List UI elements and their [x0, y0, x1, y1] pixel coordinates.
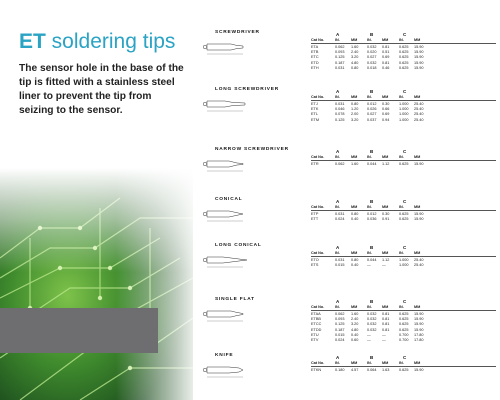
dimension-value: 0.062 [335, 162, 345, 166]
catalog-number: ETC [311, 55, 319, 60]
dimension-value: 0.036 [367, 217, 377, 222]
dimension-value: 0.032 [367, 327, 377, 332]
column-header: MM [414, 38, 421, 42]
header-divider [311, 310, 496, 311]
dimension-value: 3.20 [351, 322, 359, 327]
dimension-value: 1.000 [399, 107, 409, 112]
column-header: MM [351, 205, 358, 209]
dimension-value: 0.187 [335, 60, 345, 65]
column-header: IN. [399, 95, 404, 99]
page-title [19, 30, 175, 54]
catalog-number: ETL [311, 112, 318, 117]
dimension-letter: B [370, 355, 374, 360]
dimension-value: 15.90 [414, 55, 424, 60]
title-bold: ET [19, 30, 46, 53]
dimension-value: 0.40 [351, 217, 359, 222]
column-header: IN. [335, 251, 340, 255]
column-header: IN. [367, 95, 372, 99]
dimension-letter: A [336, 299, 340, 304]
dimension-value: 0.024 [335, 217, 345, 222]
catalog-number: ETK [311, 107, 319, 112]
column-header: IN. [335, 95, 340, 99]
dimension-value: 0.031 [335, 258, 345, 262]
dimension-value: 0.625 [399, 55, 409, 60]
tip-drawing-icon [203, 208, 253, 224]
dimension-value: — [367, 332, 371, 337]
dimension-value: 0.40 [351, 263, 359, 268]
dimension-letter: B [370, 199, 374, 204]
dimension-value: — [367, 263, 371, 268]
header-divider [311, 366, 496, 367]
dimension-value: 15.90 [414, 50, 424, 55]
dimension-value: 0.46 [382, 65, 390, 70]
dimension-value: 0.012 [367, 212, 377, 216]
header-divider [311, 43, 496, 44]
dimension-value: 15.90 [414, 217, 424, 222]
section-title: SCREWDRIVER [215, 30, 260, 35]
tip-table [311, 102, 496, 123]
table-row [311, 368, 496, 373]
dimension-value: 1.000 [399, 102, 409, 106]
dimension-value: 0.024 [335, 337, 345, 342]
dimension-value: 2.40 [351, 317, 359, 322]
dimension-value: 1.000 [399, 117, 409, 122]
dimension-letter: C [403, 355, 407, 360]
dimension-value: — [367, 337, 371, 342]
column-header: IN. [399, 205, 404, 209]
dimension-value: 0.044 [367, 258, 377, 262]
column-header: Cat No. [311, 205, 325, 209]
dimension-value: 0.062 [335, 312, 345, 316]
dimension-value: 17.80 [414, 332, 424, 337]
column-header: IN. [367, 361, 372, 365]
dimension-value: 3.20 [351, 117, 359, 122]
dimension-value: 0.30 [382, 212, 390, 216]
dimension-value: 0.125 [335, 322, 345, 327]
section-title: KNIFE [215, 353, 234, 358]
dimension-value: 0.625 [399, 217, 409, 222]
dimension-value: 0.026 [367, 107, 377, 112]
catalog-number: ETD [311, 60, 319, 65]
dimension-letter: A [336, 149, 340, 154]
tip-drawing-icon [203, 364, 253, 380]
dimension-letter: B [370, 245, 374, 250]
dimension-value: 0.037 [367, 117, 377, 122]
dimension-value: 0.032 [367, 317, 377, 322]
dimension-letter: A [336, 355, 340, 360]
dimension-value: 15.90 [414, 327, 424, 332]
dimension-value: 0.018 [367, 65, 377, 70]
tip-table [311, 312, 496, 343]
dimension-value: 0.625 [399, 65, 409, 70]
dimension-value: 0.032 [367, 312, 377, 316]
dimension-letter: B [370, 299, 374, 304]
catalog-number: ETKN [311, 368, 322, 372]
title-rest: soldering tips [45, 30, 176, 53]
tip-catalog [193, 0, 500, 400]
dimension-letter: C [403, 199, 407, 204]
dimension-letter: B [370, 149, 374, 154]
column-header: IN. [335, 305, 340, 309]
catalog-number: ETJ [311, 102, 318, 106]
header-divider [311, 160, 496, 161]
column-header: Cat No. [311, 361, 325, 365]
dimension-value: 1.60 [351, 312, 359, 316]
dimension-value: 0.81 [382, 327, 390, 332]
catalog-number: ETCC [311, 322, 322, 327]
dimension-value: 0.80 [351, 212, 359, 216]
tip-table [311, 258, 496, 268]
dimension-value: 0.69 [382, 55, 390, 60]
dimension-value: 0.81 [382, 312, 390, 316]
tip-table [311, 368, 496, 373]
dimension-value: 0.30 [382, 102, 390, 106]
dimension-value: 2.40 [351, 50, 359, 55]
dimension-value: 0.093 [335, 50, 345, 55]
column-header: MM [382, 155, 389, 159]
dimension-letter: B [370, 89, 374, 94]
tip-drawing-icon [203, 254, 253, 270]
dimension-value: 0.027 [367, 55, 377, 60]
column-header: IN. [335, 361, 340, 365]
column-header: IN. [399, 361, 404, 365]
dimension-value: 0.80 [351, 102, 359, 106]
column-header: Cat No. [311, 38, 325, 42]
catalog-number: ETP [311, 212, 319, 216]
dimension-value: 0.062 [335, 45, 345, 49]
section-title: SINGLE FLAT [215, 297, 255, 302]
dimension-letter: C [403, 149, 407, 154]
dimension-value: 0.66 [382, 107, 390, 112]
dimension-value: 0.81 [382, 317, 390, 322]
dimension-value: 0.044 [367, 162, 377, 166]
dimension-value: — [382, 263, 386, 268]
dimension-letter: C [403, 245, 407, 250]
column-header: MM [414, 251, 421, 255]
dimension-value: 0.700 [399, 332, 409, 337]
dimension-value: 4.57 [351, 368, 359, 372]
column-header: MM [414, 361, 421, 365]
dimension-letter: A [336, 199, 340, 204]
dimension-value: 0.51 [382, 50, 390, 55]
header-divider [311, 210, 496, 211]
catalog-number: ETH [311, 65, 319, 70]
dimension-letter: A [336, 32, 340, 37]
dimension-value: 0.81 [382, 45, 390, 49]
column-header: MM [351, 305, 358, 309]
column-header: IN. [335, 38, 340, 42]
dimension-value: 0.40 [351, 332, 359, 337]
dimension-value: 25.40 [414, 107, 424, 112]
table-row [311, 162, 496, 167]
catalog-number: ETU [311, 332, 319, 337]
dimension-value: 0.81 [382, 322, 390, 327]
dimension-value: 0.032 [367, 322, 377, 327]
dimension-letter: C [403, 32, 407, 37]
column-header: MM [382, 95, 389, 99]
column-header: IN. [367, 155, 372, 159]
dimension-value: 1.12 [382, 162, 390, 166]
dimension-value: 15.90 [414, 312, 424, 316]
catalog-number: ETBB [311, 317, 321, 322]
tip-drawing-icon [203, 308, 253, 324]
dimension-value: 1.12 [382, 258, 390, 262]
dimension-value: 25.40 [414, 117, 424, 122]
dimension-value: 0.027 [367, 112, 377, 117]
column-header: Cat No. [311, 95, 325, 99]
dimension-letter: B [370, 32, 374, 37]
header-divider [311, 256, 496, 257]
section-title: CONICAL [215, 197, 243, 202]
column-header: IN. [399, 305, 404, 309]
dimension-value: 0.60 [351, 337, 359, 342]
dimension-value: 25.40 [414, 102, 424, 106]
dimension-value: 0.031 [335, 212, 345, 216]
dimension-value: 0.80 [351, 65, 359, 70]
column-header: MM [382, 251, 389, 255]
dimension-value: 1.60 [351, 162, 359, 166]
column-header: IN. [399, 251, 404, 255]
dimension-value: 0.180 [335, 368, 345, 372]
dimension-value: 0.81 [382, 60, 390, 65]
section-title: LONG SCREWDRIVER [215, 87, 279, 92]
dimension-value: 0.625 [399, 212, 409, 216]
dimension-value: 1.000 [399, 112, 409, 117]
section-title: NARROW SCREWDRIVER [215, 147, 289, 152]
dimension-letter: C [403, 89, 407, 94]
column-header: IN. [367, 205, 372, 209]
header-divider [311, 100, 496, 101]
dimension-value: 1.20 [351, 107, 359, 112]
dimension-value: 0.625 [399, 327, 409, 332]
dimension-value: 0.046 [335, 107, 345, 112]
dimension-value: 0.80 [351, 258, 359, 262]
catalog-number: ETO [311, 258, 319, 262]
dimension-value: 0.625 [399, 50, 409, 55]
column-header: MM [351, 95, 358, 99]
column-header: IN. [367, 38, 372, 42]
column-header: IN. [367, 251, 372, 255]
section-title: LONG CONICAL [215, 243, 262, 248]
dimension-value: 25.40 [414, 112, 424, 117]
dimension-value: — [382, 337, 386, 342]
dimension-value: 2.00 [351, 112, 359, 117]
column-header: MM [382, 305, 389, 309]
dimension-value: 15.90 [414, 322, 424, 327]
dimension-value: 4.80 [351, 327, 359, 332]
column-header: MM [351, 361, 358, 365]
dimension-value: 0.94 [382, 117, 390, 122]
dimension-value: 0.625 [399, 322, 409, 327]
catalog-number: ETR [311, 162, 319, 166]
column-header: MM [351, 251, 358, 255]
catalog-number: ETDD [311, 327, 322, 332]
catalog-number: ETAA [311, 312, 321, 316]
dimension-value: 0.625 [399, 368, 409, 372]
dimension-value: 0.625 [399, 162, 409, 166]
column-header: IN. [367, 305, 372, 309]
tip-table [311, 45, 496, 71]
circuit-board-image [0, 168, 193, 400]
table-row [311, 66, 496, 71]
table-row [311, 338, 496, 343]
dimension-value: 0.012 [367, 102, 377, 106]
column-header: MM [414, 95, 421, 99]
dimension-value: 15.90 [414, 65, 424, 70]
dimension-value: 0.015 [335, 263, 345, 268]
grey-banner [0, 308, 158, 353]
tip-table [311, 162, 496, 167]
dimension-value: 0.031 [335, 65, 345, 70]
column-header: MM [414, 305, 421, 309]
catalog-number: ETS [311, 263, 319, 268]
table-row [311, 263, 496, 268]
dimension-value: 0.031 [335, 102, 345, 106]
tip-drawing-icon [203, 98, 253, 114]
dimension-value: 0.032 [367, 60, 377, 65]
dimension-value: 15.90 [414, 45, 424, 49]
dimension-value: 0.91 [382, 217, 390, 222]
left-panel [0, 0, 193, 400]
column-header: MM [382, 361, 389, 365]
dimension-value: 0.700 [399, 337, 409, 342]
dimension-value: 0.125 [335, 117, 345, 122]
dimension-value: 15.90 [414, 60, 424, 65]
tip-table [311, 212, 496, 222]
dimension-letter: A [336, 89, 340, 94]
dimension-value: 3.20 [351, 55, 359, 60]
column-header: MM [351, 38, 358, 42]
dimension-value: 0.625 [399, 60, 409, 65]
dimension-value: 1.000 [399, 258, 409, 262]
dimension-value: 15.90 [414, 368, 424, 372]
dimension-value: 15.90 [414, 317, 424, 322]
table-row [311, 118, 496, 123]
dimension-value: 0.625 [399, 312, 409, 316]
tip-drawing-icon [203, 41, 253, 57]
column-header: IN. [399, 155, 404, 159]
dimension-value: 15.90 [414, 162, 424, 166]
dimension-value: 0.020 [367, 50, 377, 55]
table-row [311, 217, 496, 222]
column-header: IN. [399, 38, 404, 42]
dimension-value: 0.032 [367, 45, 377, 49]
dimension-value: 0.69 [382, 112, 390, 117]
dimension-value: — [382, 332, 386, 337]
column-header: IN. [335, 155, 340, 159]
catalog-number: ETA [311, 45, 319, 49]
dimension-value: 17.80 [414, 337, 424, 342]
column-header: Cat No. [311, 251, 325, 255]
dimension-value: 0.187 [335, 327, 345, 332]
dimension-value: 0.125 [335, 55, 345, 60]
dimension-value: 0.015 [335, 332, 345, 337]
tip-drawing-icon [203, 158, 253, 174]
dimension-value: 0.064 [367, 368, 377, 372]
dimension-value: 0.078 [335, 112, 345, 117]
dimension-value: 4.80 [351, 60, 359, 65]
column-header: MM [382, 38, 389, 42]
dimension-value: 25.40 [414, 263, 424, 268]
dimension-letter: A [336, 245, 340, 250]
column-header: MM [351, 155, 358, 159]
dimension-value: 1.000 [399, 263, 409, 268]
column-header: MM [382, 205, 389, 209]
dimension-value: 0.625 [399, 317, 409, 322]
dimension-value: 1.63 [382, 368, 390, 372]
dimension-value: 1.60 [351, 45, 359, 49]
column-header: MM [414, 155, 421, 159]
column-header: MM [414, 205, 421, 209]
catalog-number: ETB [311, 50, 319, 55]
dimension-letter: C [403, 299, 407, 304]
catalog-number: ETM [311, 117, 320, 122]
dimension-value: 0.093 [335, 317, 345, 322]
catalog-number: ETT [311, 217, 319, 222]
column-header: Cat No. [311, 155, 325, 159]
description-text: The sensor hole in the base of the tip is fitted with a stainless steel liner to prevent the tip from seizing to the sensor. [19, 63, 184, 116]
column-header: Cat No. [311, 305, 325, 309]
dimension-value: 0.625 [399, 45, 409, 49]
dimension-value: 15.90 [414, 212, 424, 216]
catalog-number: ETV [311, 337, 319, 342]
column-header: IN. [335, 205, 340, 209]
dimension-value: 25.40 [414, 258, 424, 262]
